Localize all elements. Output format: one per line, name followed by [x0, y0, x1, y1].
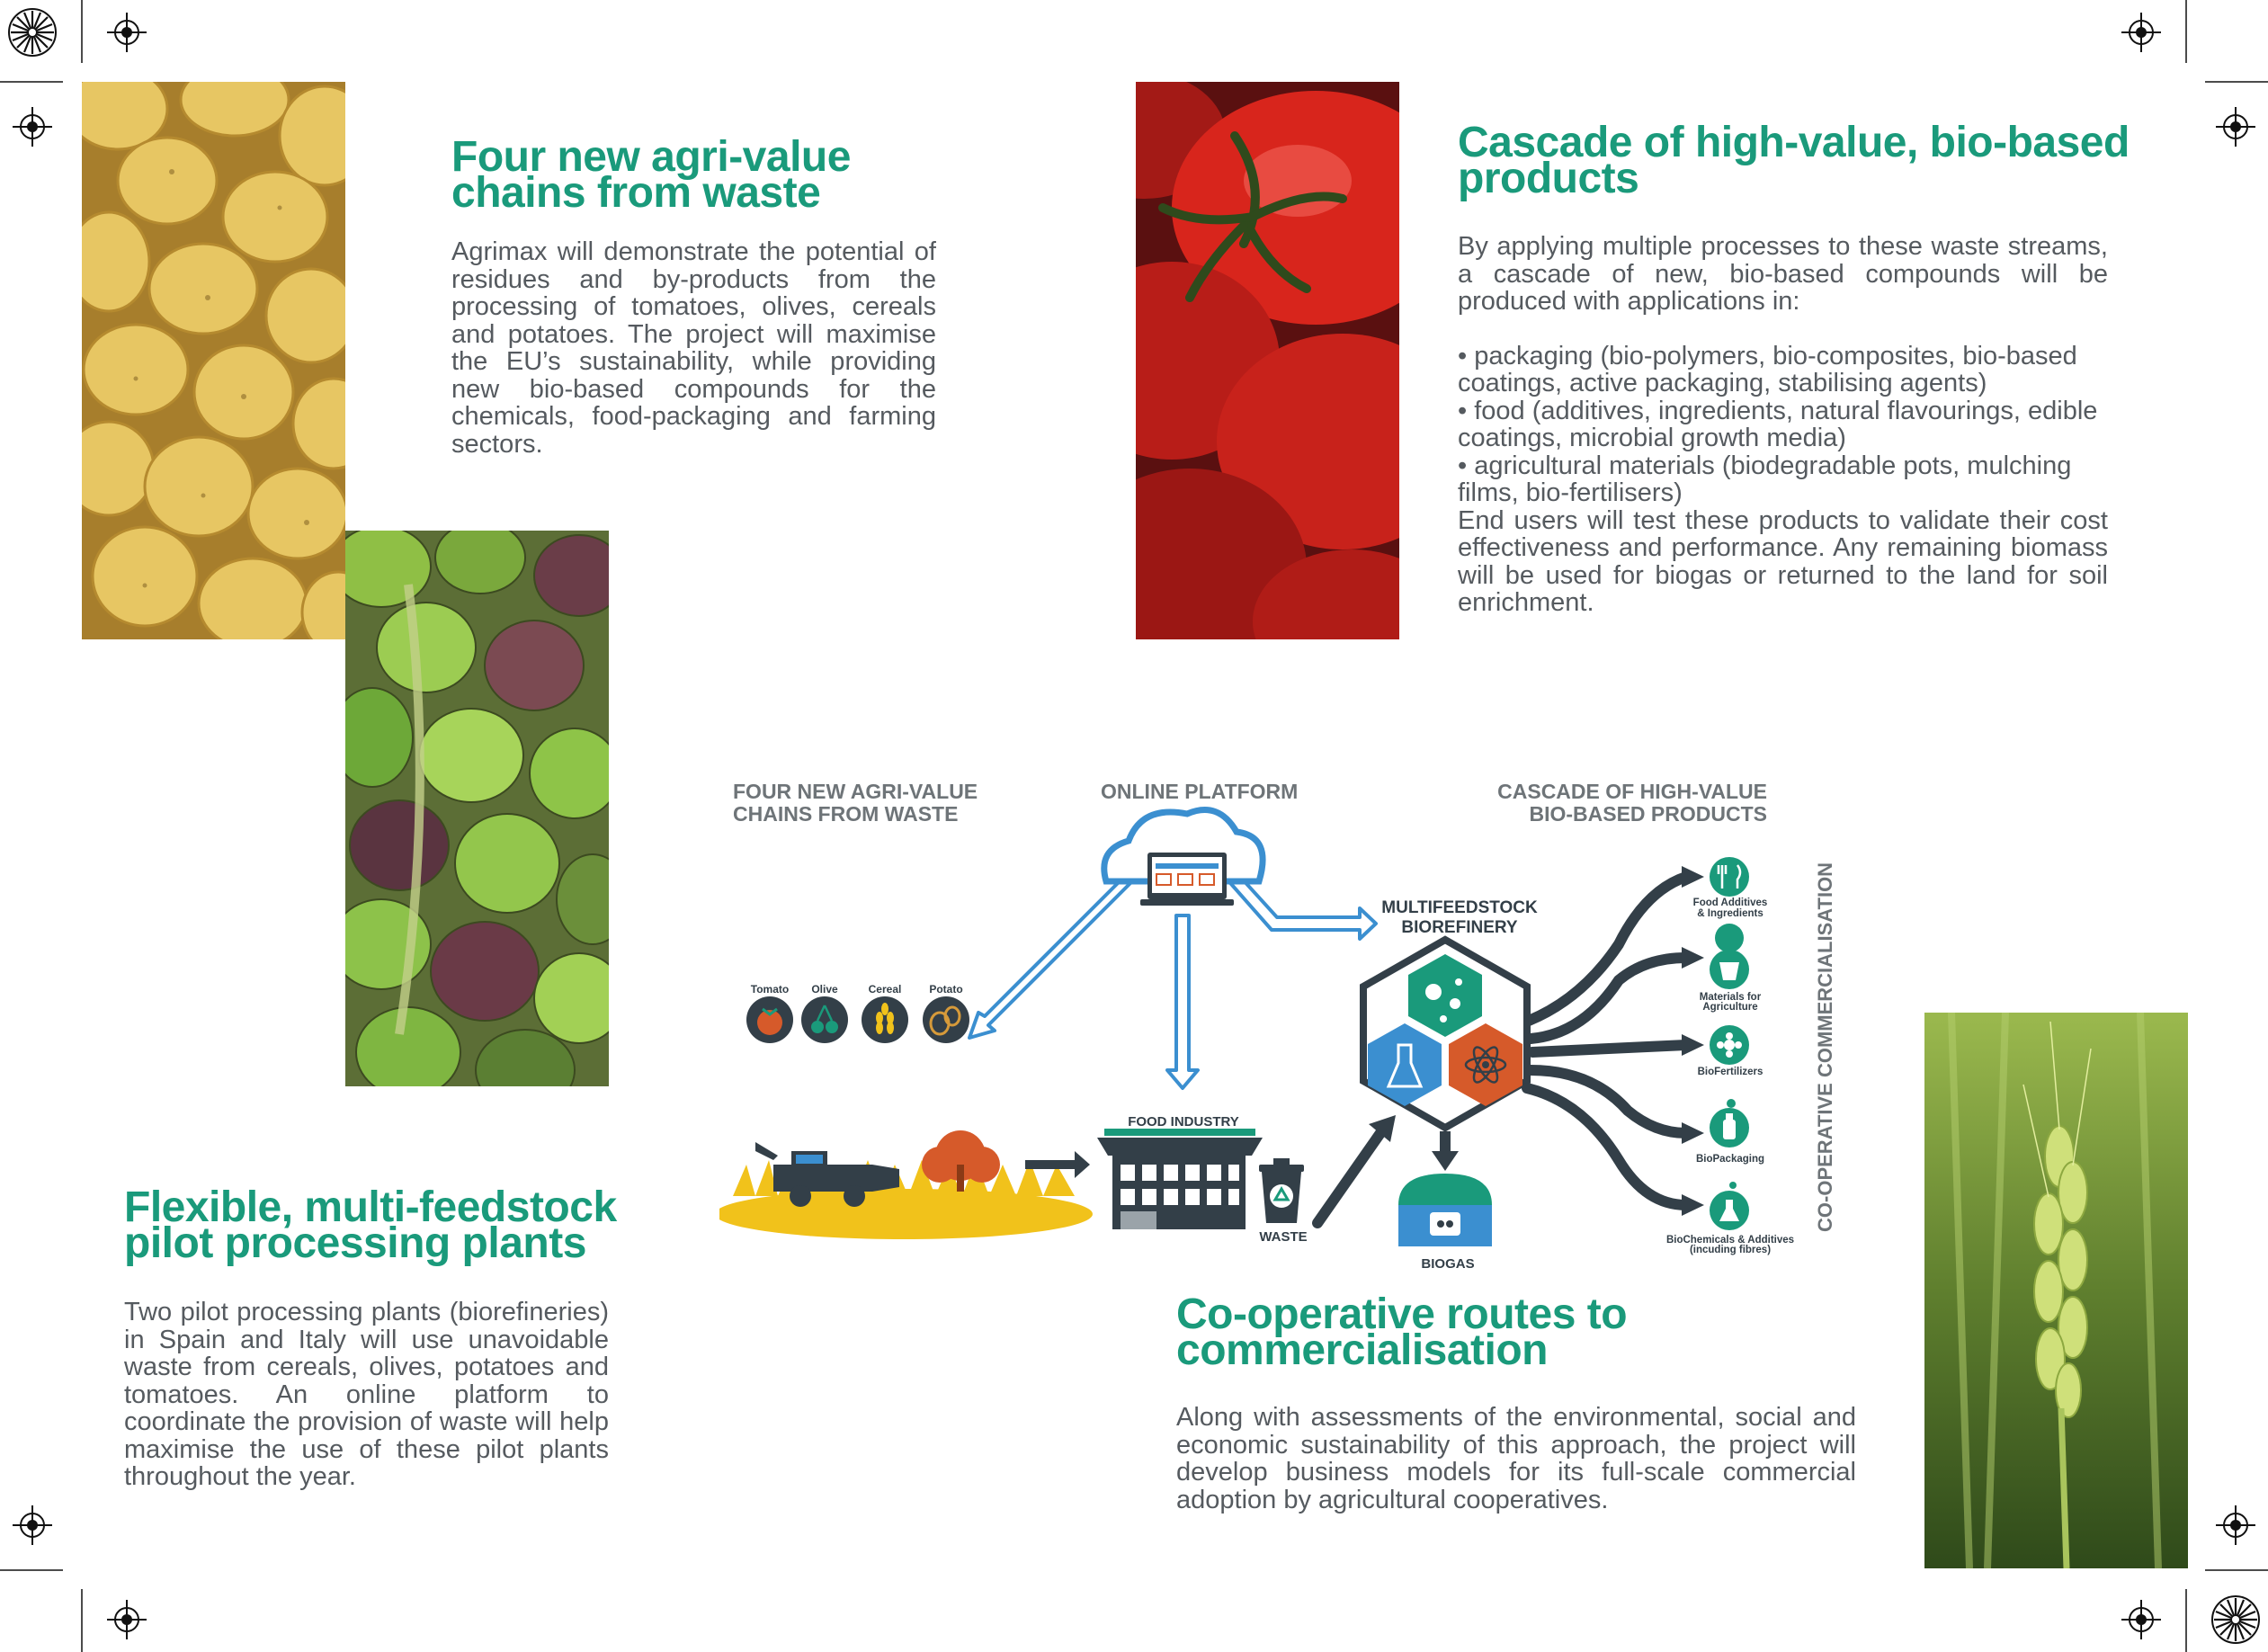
cooperative-heading [1176, 1290, 1716, 1374]
flexible-heading [124, 1183, 664, 1267]
cascade-body [1458, 233, 2108, 617]
diagram-label-chains-line1: FOUR NEW AGRI-VALUE [733, 780, 978, 803]
product-arrows [1527, 877, 1686, 1205]
commercialisation-label: CO-OPERATIVE COMMERCIALISATION [1814, 862, 1836, 1232]
waste-label: WASTE [1259, 1229, 1308, 1245]
diagram-label-cascade-line2: BIO-BASED PRODUCTS [1529, 802, 1767, 826]
biorefinery-label-line1: MULTIFEEDSTOCK [1381, 898, 1538, 917]
diagram-label-chains-line2: CHAINS FROM WASTE [733, 802, 959, 826]
cascade-bullet-food: • food (additives, ingredients, natural flavourings, edible coatings, microbial growth media) [1458, 397, 2108, 452]
product-label-materials-line2: Agriculture [1702, 1002, 1758, 1013]
product-label-materials-line1: Materials for [1699, 992, 1762, 1003]
materials-agriculture-icon [1710, 924, 1749, 989]
cascade-heading-line2: products [1458, 155, 1639, 202]
wheat-photo [1924, 1013, 2188, 1568]
feedstock-label-cereal: Cereal [868, 983, 902, 996]
biogas-label: BIOGAS [1421, 1256, 1475, 1272]
biochemicals-icon [1710, 1182, 1749, 1230]
potatoes-photo [82, 82, 345, 639]
cooperative-heading-line2: commercialisation [1176, 1326, 1548, 1374]
diagram-label-platform: ONLINE PLATFORM [1101, 780, 1299, 803]
product-label-biochemicals-line1: BioChemicals & Additives [1665, 1235, 1795, 1246]
feedstock-label-potato: Potato [929, 983, 963, 996]
biopackaging-icon [1710, 1099, 1749, 1147]
food-industry-icon [1097, 1129, 1263, 1229]
cascade-outro: End users will test these products to validate their cost effectiveness and performance. Any remaining biomass will be used for biogas or returned to the land for soil enrichment. [1458, 505, 2108, 617]
cascade-heading-line1: Cascade of high-value, bio-based [1458, 119, 2130, 166]
tomatoes-photo [1136, 82, 1399, 639]
feedstock-icons [746, 996, 969, 1043]
food-industry-label: FOOD INDUSTRY [1128, 1114, 1239, 1130]
feedstock-label-olive: Olive [811, 983, 838, 996]
agri-value-body: Agrimax will demonstrate the potential of residues and by-products from the processing of tomatoes, olives, cereals and potatoes. The project will maximise the EU’s sustainability, while providing new bio-based compounds for the chemicals, food-packaging and farming sectors. [451, 237, 936, 459]
field-scene [719, 1130, 1093, 1239]
product-label-biochemicals-line2: (incuding fibres) [1689, 1245, 1772, 1255]
product-label-biofertilizers: BioFertilizers [1697, 1067, 1764, 1077]
biofertilizers-icon [1710, 1025, 1749, 1065]
biorefinery-icon [1363, 940, 1527, 1128]
process-diagram [719, 800, 1853, 1286]
biorefinery-label-line2: BIOREFINERY [1401, 918, 1518, 937]
agri-value-heading [451, 133, 955, 217]
product-label-biopackaging: BioPackaging [1695, 1154, 1765, 1165]
cascade-heading [1458, 119, 2177, 202]
cooperative-body: Along with assessments of the environmental, social and economic sustainability of this approach, the project will develop business models for its full-scale commercial adoption by agricultural cooperatives. [1176, 1403, 1856, 1514]
flexible-body: Two pilot processing plants (biorefineries) in Spain and Italy will use unavoidable waste from cereals, olives, potatoes and tomatoes. An online platform to coordinate the provision of waste will help maximise the use of these pilot plants throughout the year. [124, 1298, 609, 1491]
waste-bin-icon [1259, 1158, 1304, 1223]
food-additives-icon [1710, 857, 1749, 897]
cascade-bullet-agricultural: • agricultural materials (biodegradable pots, mulching films, bio-fertilisers) [1458, 452, 2108, 507]
agri-value-heading-line1: Four new agri-value [451, 133, 851, 181]
tree-icon [922, 1130, 1000, 1192]
flexible-heading-line2: pilot processing plants [124, 1219, 586, 1267]
product-label-food-line1: Food Additives [1692, 897, 1768, 908]
cooperative-heading-line1: Co-operative routes to [1176, 1290, 1628, 1338]
diagram-label-cascade-line1: CASCADE OF HIGH-VALUE [1497, 780, 1767, 803]
olives-photo [345, 531, 609, 1086]
product-label-food-line2: & Ingredients [1697, 908, 1764, 919]
cascade-bullet-packaging: • packaging (bio-polymers, bio-composites, bio-based coatings, active packaging, stabilising agents) [1458, 343, 2108, 397]
cascade-intro: By applying multiple processes to these waste streams, a cascade of new, bio-based compounds will be produced with applications in: [1458, 232, 2108, 316]
feedstock-label-tomato: Tomato [750, 983, 790, 996]
flexible-heading-line1: Flexible, multi-feedstock [124, 1183, 617, 1231]
biogas-icon [1398, 1174, 1492, 1246]
agri-value-heading-line2: chains from waste [451, 169, 821, 217]
